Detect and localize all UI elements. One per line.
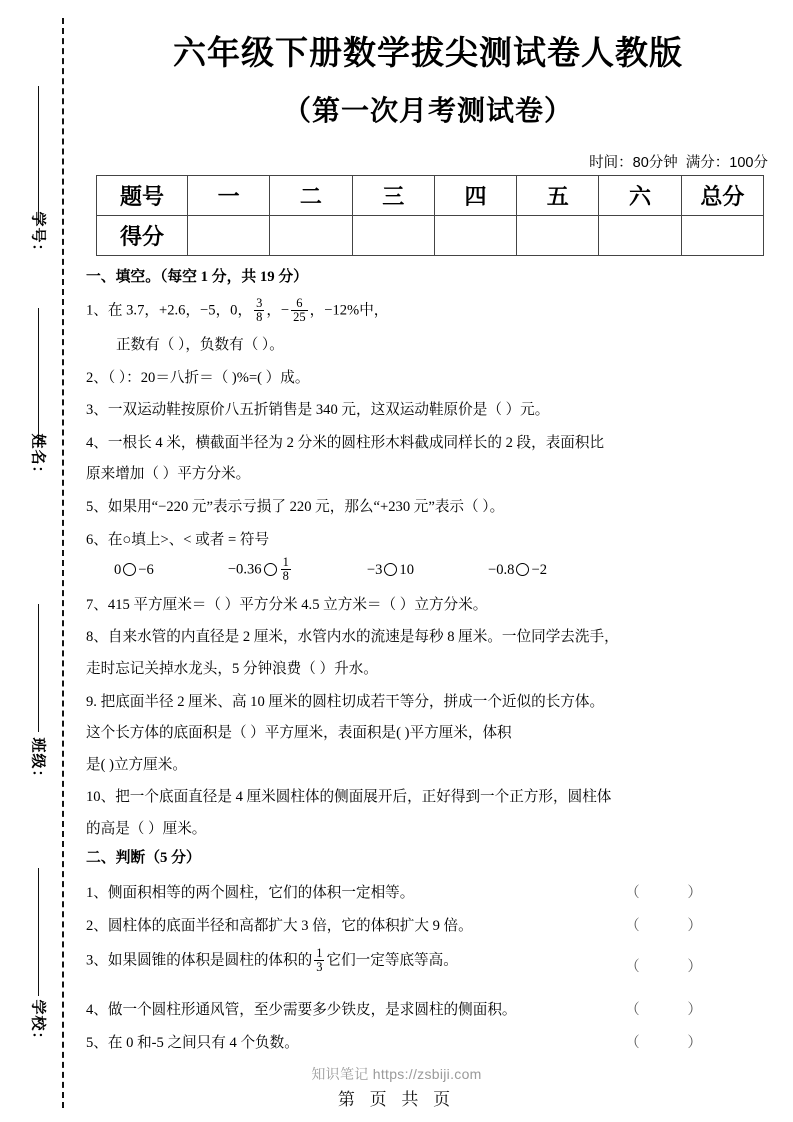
true-false-item-5 <box>86 1032 772 1052</box>
true-false-item-1 <box>86 882 772 902</box>
true-false-item-3 <box>86 945 772 986</box>
question-3[interactable]: 3、一双运动鞋按原价八五折销售是 340 元，这双运动鞋原价是（ ）元。 <box>86 402 550 419</box>
score-table-col-3: 三 <box>352 176 434 216</box>
seal-line-segment-1 <box>38 86 39 224</box>
watermark: 知识笔记 https://zsbiji.com <box>311 1066 482 1082</box>
question-4: 4、一根长 4 米，横截面半径为 2 分米的圆柱形木料截成同样长的 2 段，表面积比 <box>86 434 605 451</box>
margin-label-school: 学校： <box>29 999 46 1048</box>
question-1-answer-line[interactable]: 正数有（ ），负数有（ ）。 <box>116 336 284 353</box>
exam-full-marks: 满分：100分 <box>685 155 768 172</box>
questions-body <box>78 266 778 1052</box>
fraction-6-over-25: $\frac{6}{25}$ <box>293 296 306 325</box>
question-9-line3[interactable]: 是( )立方厘米。 <box>86 756 187 773</box>
true-false-item-1-answer[interactable]: （ ） <box>625 884 724 901</box>
true-false-item-4 <box>86 999 772 1019</box>
score-table <box>96 175 764 256</box>
true-false-item-3-text: 3、如果圆锥的体积是圆柱的体积的 $\frac{1}{3}$ 它们一定等底等高。 <box>86 945 458 974</box>
question-9-line2[interactable]: 这个长方体的底面积是（ ）平方厘米，表面积是( )平方厘米，体积 <box>86 725 512 742</box>
seal-line-segment-3 <box>38 604 39 732</box>
page-number-footer: 第 页 共 页 <box>337 1090 456 1109</box>
question-7[interactable]: 7、415 平方厘米＝（ ）平方分米 4.5 立方米＝（ ）立方分米。 <box>86 596 488 613</box>
true-false-item-4-answer[interactable]: （ ） <box>625 1001 724 1018</box>
score-table-col-2: 二 <box>270 176 352 216</box>
exam-duration: 时间：80分钟 <box>589 155 678 172</box>
margin-label-name: 姓名： <box>29 433 46 482</box>
comparison-item-1[interactable]: 0 −6 <box>114 561 154 578</box>
question-10-line2[interactable]: 的高是（ ）厘米。 <box>86 820 207 837</box>
comparison-item-3[interactable]: −3 10 <box>366 561 414 578</box>
question-5[interactable]: 5、如果用“−220 元”表示亏损了 220 元，那么“+230 元”表示（ ）。 <box>86 498 505 515</box>
compare-circle-icon[interactable] <box>516 563 529 576</box>
question-1-tail: ，−12%中， <box>309 303 389 320</box>
question-1-lead: 1、在 3.7，+2.6，−5，0， <box>86 303 253 320</box>
true-false-item-3-answer[interactable]: （ ） <box>625 958 724 975</box>
question-1 <box>86 298 772 325</box>
score-table-col-total: 总分 <box>681 176 763 216</box>
true-false-item-2-answer[interactable]: （ ） <box>625 917 724 934</box>
seal-line-segment-4 <box>38 868 39 996</box>
score-cell-6[interactable] <box>599 216 681 256</box>
score-table-row-label-score: 得分 <box>97 216 188 256</box>
question-10: 10、把一个底面直径是 4 厘米圆柱体的侧面展开后，正好得到一个正方形，圆柱体 <box>86 789 612 806</box>
question-1-mid: ，− <box>266 303 290 320</box>
question-9: 9. 把底面半径 2 厘米、高 10 厘米的圆柱切成若干等分，拼成一个近似的长方体。 <box>86 693 605 710</box>
score-cell-5[interactable] <box>517 216 599 256</box>
score-table-col-4: 四 <box>434 176 516 216</box>
true-false-item-1-text: 1、侧面积相等的两个圆柱，它们的体积一定相等。 <box>86 884 415 901</box>
true-false-item-5-text: 5、在 0 和-5 之间只有 4 个负数。 <box>86 1034 299 1051</box>
score-cell-3[interactable] <box>352 216 434 256</box>
true-false-item-2-text: 2、圆柱体的底面半径和高都扩大 3 倍，它的体积扩大 9 倍。 <box>86 917 473 934</box>
fraction-1-over-8: $\frac{1}{8}$ <box>282 555 289 583</box>
page-title: 六年级下册数学拔尖测试卷人教版 <box>173 34 683 71</box>
score-cell-2[interactable] <box>270 216 352 256</box>
score-cell-1[interactable] <box>188 216 270 256</box>
compare-circle-icon[interactable] <box>123 563 136 576</box>
sealing-line-margin <box>0 0 70 1122</box>
question-8: 8、自来水管的内直径是 2 厘米，水管内水的流速是每秒 8 厘米。一位同学去洗手， <box>86 629 619 646</box>
score-cell-4[interactable] <box>434 216 516 256</box>
question-2[interactable]: 2、（ ）：20＝八折＝（ )%=( ）成。 <box>86 369 310 386</box>
margin-label-student-id: 学号： <box>29 211 46 260</box>
comparison-item-4[interactable]: −0.8 −2 <box>487 561 547 578</box>
compare-circle-icon[interactable] <box>384 563 397 576</box>
comparison-item-2[interactable]: −0.36 $\frac{1}{8}$ <box>227 555 289 583</box>
fraction-1-over-3: $\frac{1}{3}$ <box>316 945 323 974</box>
fraction-3-over-8: $\frac{3}{8}$ <box>256 296 263 325</box>
score-table-col-1: 一 <box>188 176 270 216</box>
true-false-item-4-text: 4、做一个圆柱形通风管，至少需要多少铁皮，是求圆柱的侧面积。 <box>86 1001 517 1018</box>
compare-circle-icon[interactable] <box>264 563 277 576</box>
question-8-line2[interactable]: 走时忘记关掉水龙头，5 分钟浪费（ ）升水。 <box>86 660 378 677</box>
table-row-question-numbers <box>97 176 764 216</box>
table-row-scores <box>97 216 764 256</box>
score-table-col-6: 六 <box>599 176 681 216</box>
score-table-col-5: 五 <box>517 176 599 216</box>
score-cell-total[interactable] <box>681 216 763 256</box>
dashed-seal-line <box>62 18 64 1108</box>
score-table-row-label-question: 题号 <box>97 176 188 216</box>
exam-meta <box>78 151 778 172</box>
true-false-item-2 <box>86 915 772 935</box>
question-6-comparisons[interactable] <box>86 557 772 584</box>
question-6: 6、在○填上>、< 或者 = 符号 <box>86 531 270 548</box>
exam-paper-content <box>78 0 778 1122</box>
section-heading-true-false: 二、判断（5 分） <box>86 849 201 866</box>
seal-line-segment-2 <box>38 308 39 446</box>
margin-label-class: 班级： <box>29 737 46 786</box>
question-4-line2[interactable]: 原来增加（ ）平方分米。 <box>86 466 251 483</box>
page-subtitle: （第一次月考测试卷） <box>282 95 573 127</box>
section-heading-fill-in-blank: 一、填空。（每空 1 分，共 19 分） <box>86 269 308 286</box>
true-false-item-5-answer[interactable]: （ ） <box>625 1034 724 1051</box>
